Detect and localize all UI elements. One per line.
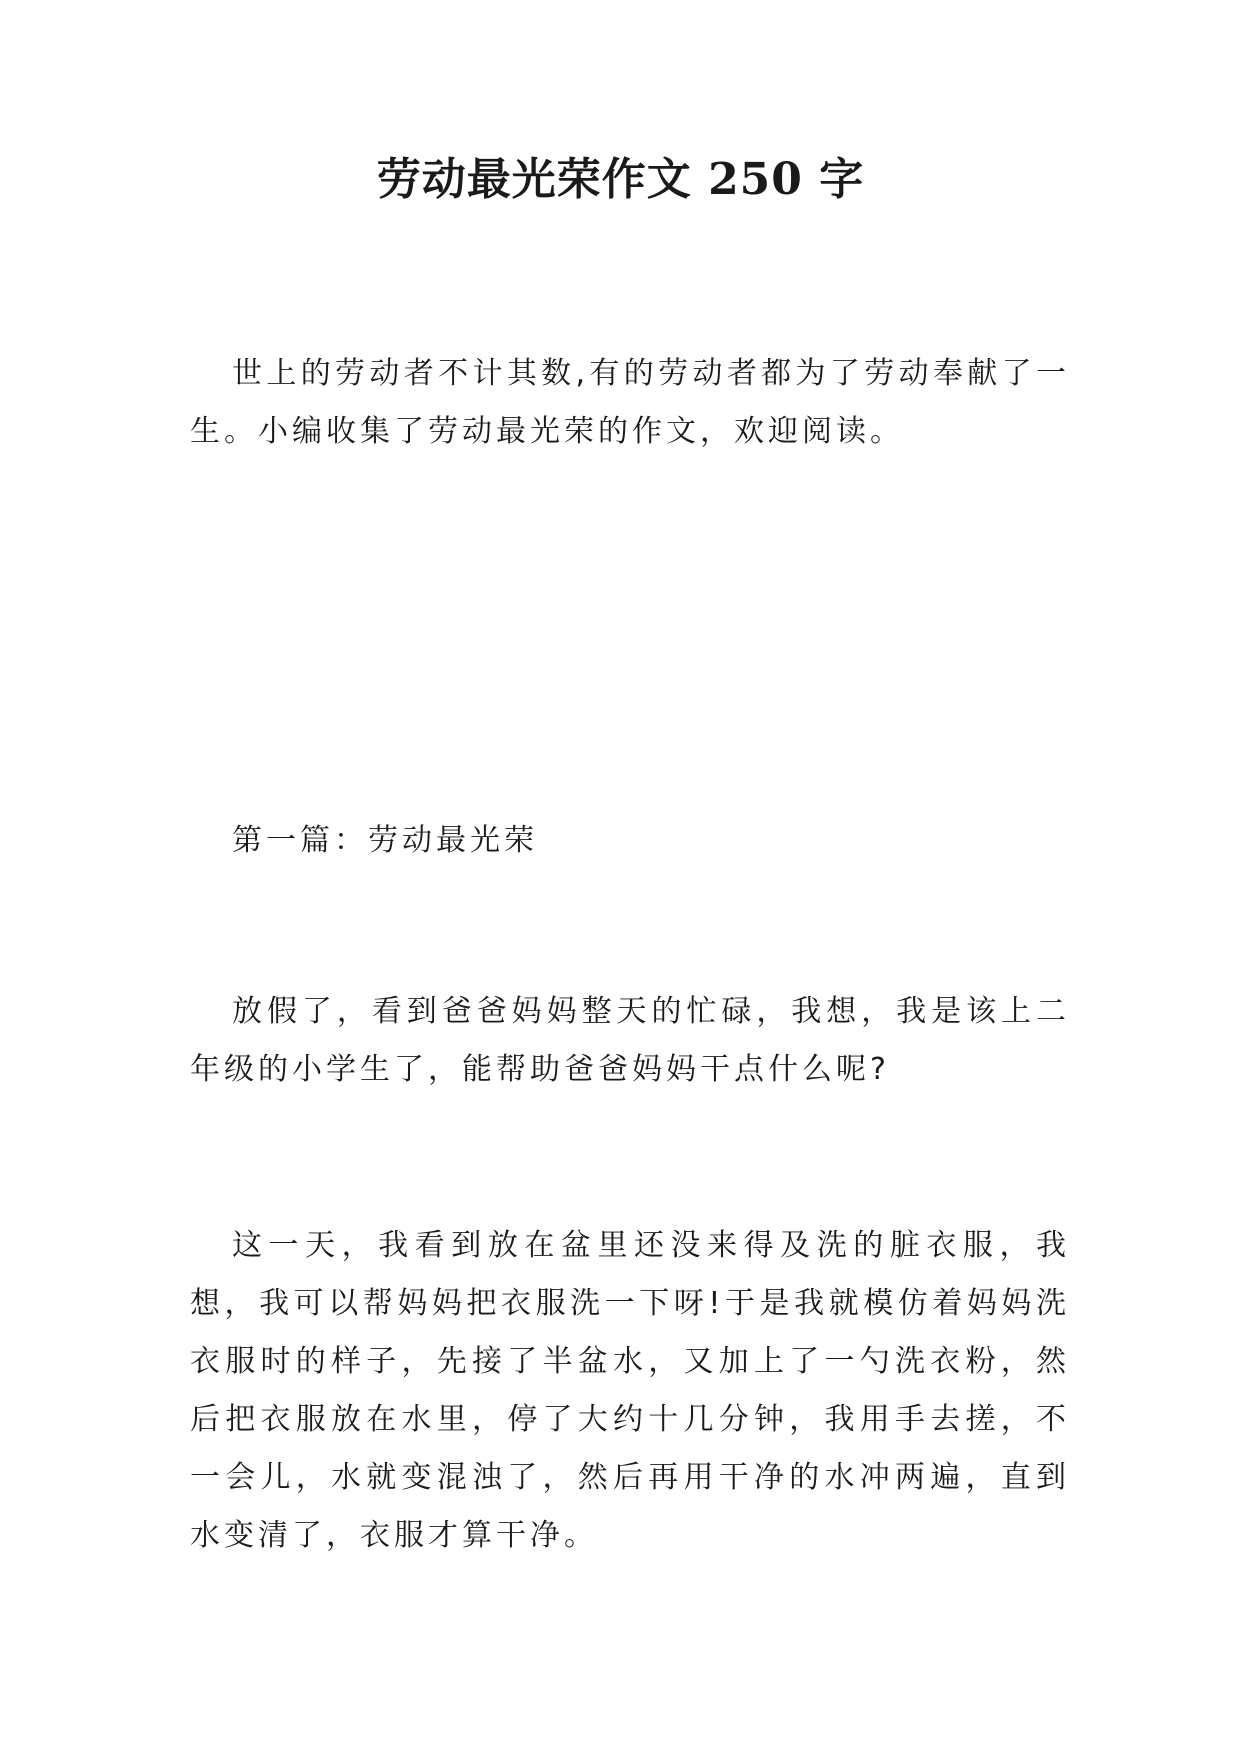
- document-title: 劳动最光荣作文 250 字: [376, 154, 865, 205]
- section-heading: 第一篇：劳动最光荣: [232, 823, 538, 858]
- body-paragraph: 这一天，我看到放在盆里还没来得及洗的脏衣服，我想，我可以帮妈妈把衣服洗一下呀!于是我就模仿着妈妈洗衣服时的样子，先接了半盆水，又加上了一勺洗衣粉，然后把衣服放在水里，停了大约十几分钟，我用手去搓，不一会儿，水就变混浊了，然后再用干净的水冲两遍，直到水变清了，衣服才算干净。: [190, 1228, 1070, 1553]
- body-paragraph: 放假了，看到爸爸妈妈整天的忙碌，我想，我是该上二年级的小学生了，能帮助爸爸妈妈干点什么呢?: [190, 994, 1070, 1087]
- intro-paragraph: 世上的劳动者不计其数,有的劳动者都为了劳动奉献了一生。小编收集了劳动最光荣的作文，欢迎阅读。: [190, 356, 1070, 449]
